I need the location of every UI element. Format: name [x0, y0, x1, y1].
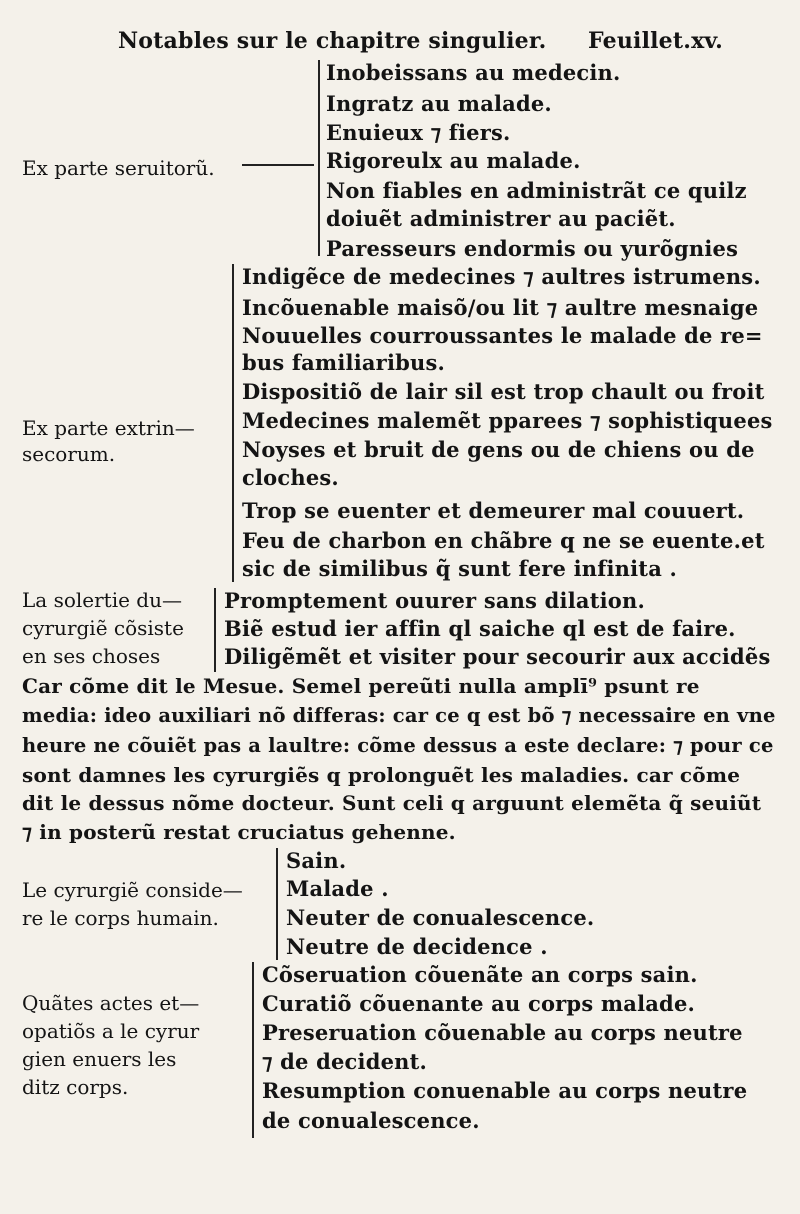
group2-item: Noyses et bruit de gens ou de chiens ou de — [242, 437, 755, 462]
group1-item: Paresseurs endormis ou yurõgnies — [326, 236, 739, 261]
group5-label: opatiõs a le cyrur — [22, 1019, 200, 1043]
paragraph-line: Car cõme dit le Mesue. Semel pereũti nulla amplī⁹ psunt re — [22, 674, 700, 698]
group1-item: Rigoreulx au malade. — [326, 148, 581, 173]
group2-item: sic de similibus q̃ sunt fere infinita . — [242, 556, 678, 581]
group5-item: de conualescence. — [262, 1108, 480, 1133]
group4-item: Neutre de decidence . — [286, 934, 548, 959]
paragraph-line: dit le dessus nõme docteur. Sunt celi q arguunt elemẽta q̃ seuiũt — [22, 791, 762, 815]
paragraph-line: media: ideo auxiliari nõ differas: car ce q est bõ ⁊ necessaire en vne — [22, 704, 776, 727]
group2-item: Trop se euenter et demeurer mal couuert. — [242, 498, 745, 523]
group4-item: Malade . — [286, 876, 389, 901]
group3-label: La solertie du— — [22, 588, 182, 612]
group5-label: Quãtes actes et— — [22, 991, 200, 1015]
group1-brace — [318, 60, 320, 256]
running-head: Notables sur le chapitre singulier. — [118, 28, 547, 54]
group5-item: Cõseruation cõuenãte an corps sain. — [262, 962, 698, 987]
group3-item: Promptement ouurer sans dilation. — [224, 588, 645, 613]
group5-item: Curatiõ cõuenante au corps malade. — [262, 991, 696, 1016]
paragraph-line: ⁊ in posterũ restat cruciatus gehenne. — [22, 820, 456, 844]
group2-label: Ex parte extrin— — [22, 416, 195, 440]
group3-brace — [214, 588, 216, 672]
group3-item: Biẽ estud ier affin ql saiche ql est de faire. — [224, 616, 736, 641]
group2-item: Dispositiõ de lair sil est trop chault ou froit — [242, 379, 765, 404]
group1-item: Non fiables en administrãt ce quilz — [326, 178, 747, 203]
group1-item: doiuẽt administrer au paciẽt. — [326, 206, 676, 231]
group1-connector — [242, 164, 314, 166]
group5-label: gien enuers les — [22, 1047, 177, 1071]
group2-item: bus familiaribus. — [242, 350, 446, 375]
group2-item: Medecines malemẽt pparees ⁊ sophistiquees — [242, 408, 773, 433]
group2-brace — [232, 264, 234, 582]
paragraph-line: heure ne cõuiẽt pas a laultre: cõme dessus a este declare: ⁊ pour ce — [22, 734, 774, 757]
group4-label: re le corps humain. — [22, 906, 219, 930]
group2-item: Indigẽce de medecines ⁊ aultres istrumens. — [242, 264, 761, 289]
group5-item: Preseruation cõuenable au corps neutre — [262, 1020, 743, 1045]
group1-item: Ingratz au malade. — [326, 91, 552, 116]
paragraph-line: sont damnes les cyrurgiẽs q prolonguẽt les maladies. car cõme — [22, 763, 741, 787]
group5-label: ditz corps. — [22, 1075, 129, 1099]
group4-brace — [276, 848, 278, 960]
group3-label: en ses choses — [22, 644, 161, 668]
group5-brace — [252, 962, 254, 1138]
group4-item: Neuter de conualescence. — [286, 905, 595, 930]
group4-item: Sain. — [286, 848, 347, 873]
group5-item: ⁊ de decident. — [262, 1049, 428, 1074]
group1-label: Ex parte seruitorũ. — [22, 156, 215, 180]
group2-label: secorum. — [22, 442, 116, 466]
group2-item: Feu de charbon en chãbre q ne se euente.et — [242, 528, 765, 553]
group1-item: Enuieux ⁊ fiers. — [326, 120, 511, 145]
group2-item: cloches. — [242, 465, 339, 490]
group2-item: Nouuelles courroussantes le malade de re= — [242, 323, 763, 348]
group5-item: Resumption conuenable au corps neutre — [262, 1078, 748, 1103]
group3-label: cyrurgiẽ cõsiste — [22, 616, 184, 640]
group2-item: Incõuenable maisõ/ou lit ⁊ aultre mesnaige — [242, 295, 759, 320]
group1-item: Inobeissans au medecin. — [326, 60, 621, 85]
group3-item: Diligẽmẽt et visiter pour secourir aux accidẽs — [224, 644, 771, 669]
group4-label: Le cyrurgiẽ conside— — [22, 878, 243, 902]
folio-number: Feuillet.xv. — [588, 28, 724, 54]
